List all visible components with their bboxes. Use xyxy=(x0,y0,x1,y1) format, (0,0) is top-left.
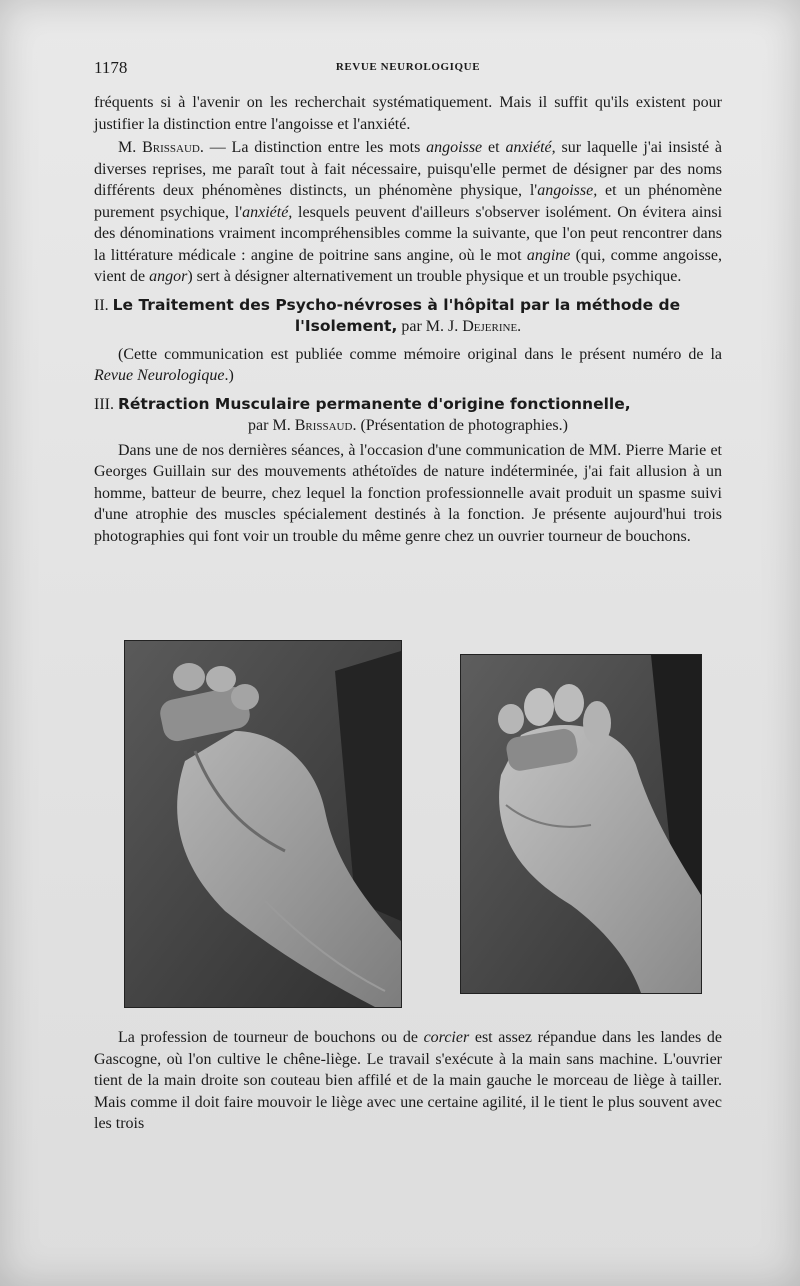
speaker-name: M. Brissaud. xyxy=(118,139,204,156)
text-run: et un phénomène purement psychique, l' xyxy=(94,182,723,221)
clenched-hand-image xyxy=(461,655,701,993)
author-name: Dejerine. xyxy=(462,318,522,335)
body-text-bottom xyxy=(94,1027,722,1135)
page-header xyxy=(94,58,722,80)
emphasis: corcier xyxy=(423,1029,470,1046)
text-run: — La distinction entre les mots xyxy=(203,139,427,156)
text-run: sur laquelle j'ai insisté à diverses reprises, me paraît tout à fait nécessaire, puisqu'elle permet de désigner par des noms différents deux phénomènes distincts, un phénomène physique, l' xyxy=(94,139,723,199)
section-title: Le Traitement des Psycho-névroses à l'hôpital par la méthode de xyxy=(112,295,681,314)
text-run: est assez répandue dans les landes de Gascogne, où l'on cultive le chêne-liège. Le travail s'exécute à la main sans machine. L'ouvrier tient de la main droite son couteau bien affilé et de la main gauche le morceau de liège à tailler. Mais comme il doit faire mouvoir le liège avec une certaine agilité, il le tient le plus souvent avec les trois xyxy=(94,1029,722,1132)
emphasis: anxiété, xyxy=(505,139,556,156)
photograph-hand-left xyxy=(124,640,402,1008)
emphasis: angor xyxy=(149,268,188,285)
subtitle: (Présentation de photographies.) xyxy=(356,417,568,434)
text-run: .) xyxy=(224,367,234,384)
author-name: Brissaud. xyxy=(294,417,357,434)
section-number: III. xyxy=(94,395,114,413)
photograph-hand-right xyxy=(460,654,702,994)
text-run: (qui, comme angoisse, vient de xyxy=(94,246,723,285)
hand-holding-cork-image xyxy=(125,641,401,1007)
section-3-paragraph: Dans une de nos dernières séances, à l'occasion d'une communication de MM. Pierre Marie et Georges Guillain sur des mouvements athétoïdes de nature indéterminée, j'ai fait allusion à un homme, batteur de beurre, chez lequel la fonction professionnelle avait produit un spasme suivi d'une atrophie des muscles spécialement destinés à la fonction. Je présente aujourd'hui trois photographies qui font voir un trouble du même genre chez un ouvrier tourneur de bouchons. xyxy=(94,441,722,545)
section-3-heading xyxy=(94,394,722,416)
section-2-heading xyxy=(94,295,722,317)
emphasis: angoisse xyxy=(426,139,483,156)
text-run: lesquels peuvent d'ailleurs s'observer isolément. On évitera ainsi des dénominations vraiment incompréhensibles comme la suivante, que l'on peut rencontrer dans la littérature médicale : angine de poitrine sans angine, où le mot xyxy=(94,203,723,264)
section-title: Rétraction Musculaire permanente d'origine fonctionnelle, xyxy=(117,394,631,413)
emphasis: anxiété, xyxy=(242,203,293,221)
running-title: REVUE NEUROLOGIQUE xyxy=(335,61,481,73)
text-run: ) sert à désigner alternativement un trouble physique et un trouble psychique. xyxy=(187,268,682,285)
top-paragraph: fréquents si à l'avenir on les recherchait systématiquement. Mais il suffit qu'ils existent pour justifier la distinction entre l'angoisse et l'anxiété. xyxy=(94,94,722,133)
text-run: La profession de tourneur de bouchons ou de xyxy=(118,1029,424,1046)
body-text-top xyxy=(94,92,722,547)
text-run: et xyxy=(482,139,506,156)
section-2-heading-line2 xyxy=(94,316,722,338)
brissaud-remark xyxy=(94,137,722,288)
bottom-paragraph xyxy=(94,1027,722,1135)
byline: par M. J. xyxy=(397,318,463,335)
text-run: (Cette communication est publiée comme mémoire original dans le présent numéro de la xyxy=(118,345,722,363)
journal-name: Revue Neurologique xyxy=(94,367,225,384)
section-2-note xyxy=(94,344,722,387)
section-number: II. xyxy=(94,296,109,314)
emphasis: angine xyxy=(526,246,571,264)
emphasis: angoisse, xyxy=(537,182,598,199)
page-number: 1178 xyxy=(94,58,128,77)
section-3-byline xyxy=(94,415,722,437)
section-title: l'Isolement, xyxy=(294,317,398,335)
byline: par M. xyxy=(248,417,295,434)
